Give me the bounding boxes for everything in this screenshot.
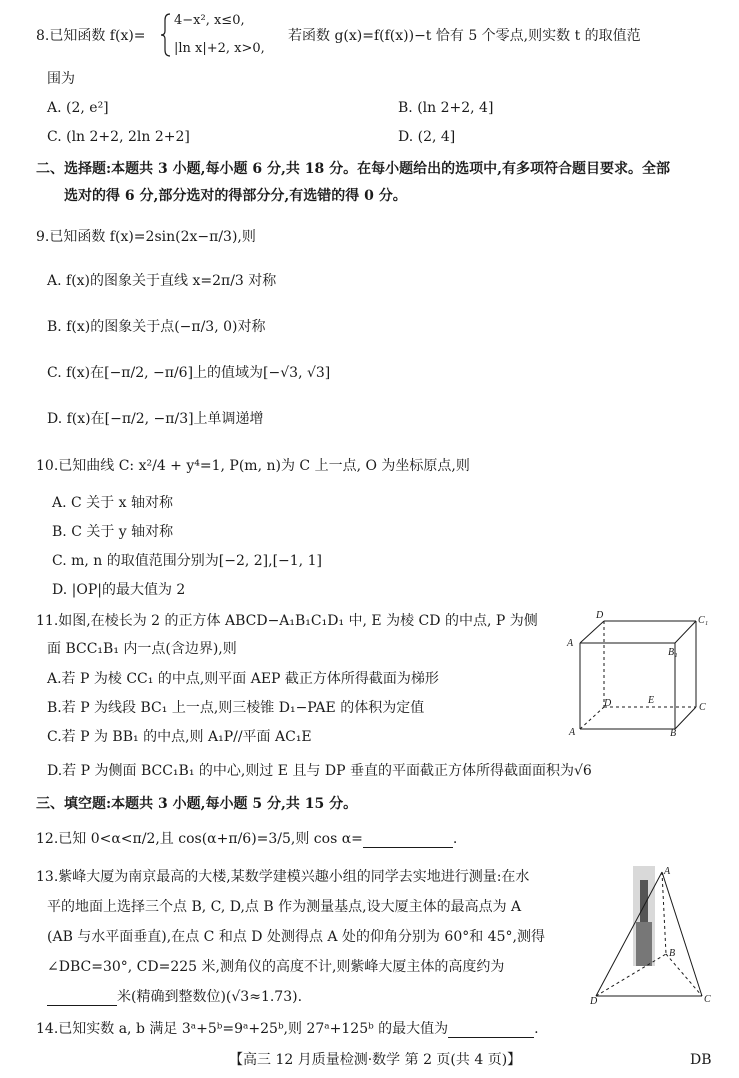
q13-line-2: 平的地面上选择三个点 B, C, D,点 B 作为测量基点,设大厦主体的最高点为 A (47, 899, 522, 915)
q13-line-1: 13.紫峰大厦为南京最高的大楼,某数学建模兴趣小组的同学去实地进行测量:在水 (36, 869, 530, 885)
q11-option-c: C.若 P 为 BB₁ 的中点,则 A₁P//平面 AC₁E (47, 729, 312, 745)
q8-stem-a: 8.已知函数 f(x)= (36, 28, 146, 44)
q8-piece-1: 4−x², x≤0, (174, 13, 245, 28)
footer-code: DB (690, 1052, 712, 1068)
q13-line-5-text: 米(精确到整数位)(√3≈1.73). (117, 989, 303, 1005)
q8-stem-c: 围为 (47, 71, 75, 87)
tower-label-a: A (664, 866, 671, 877)
q12-stem (36, 830, 457, 848)
cube-label-a1: A (567, 638, 574, 649)
cube-label-d: D (604, 698, 612, 709)
q10-option-a: A. C 关于 x 轴对称 (52, 495, 173, 511)
section2-line-1: 二、选择题:本题共 3 小题,每小题 6 分,共 18 分。在每小题给出的选项中,有多项符合题目要求。全部 (36, 161, 670, 177)
q13-line-5 (47, 988, 302, 1006)
q8-option-c: C. (ln 2+2, 2ln 2+2] (47, 129, 190, 145)
tower-label-d: D (590, 996, 598, 1007)
q9-option-c: C. f(x)在[−π/2, −π/6]上的值域为[−√3, √3] (47, 365, 331, 381)
q14-stem-b: . (534, 1021, 539, 1037)
cube-label-a: A (569, 727, 576, 738)
q14-answer-blank[interactable] (448, 1023, 534, 1038)
q14-stem (36, 1020, 539, 1038)
q11-option-b: B.若 P 为线段 BC₁ 上一点,则三棱锥 D₁−PAE 的体积为定值 (47, 700, 425, 716)
q8-option-b: B. (ln 2+2, 4] (398, 100, 494, 116)
section2-line-2: 选对的得 6 分,部分选对的得部分分,有选错的得 0 分。 (64, 188, 407, 204)
q8-brace (160, 12, 172, 58)
q9-option-b: B. f(x)的图象关于点(−π/3, 0)对称 (47, 319, 266, 335)
cube-figure (560, 605, 720, 740)
q12-answer-blank[interactable] (363, 833, 453, 848)
q8-option-a: A. (2, e²] (47, 100, 109, 116)
q8-option-d: D. (2, 4] (398, 129, 456, 145)
q10-option-c: C. m, n 的取值范围分别为[−2, 2],[−1, 1] (52, 553, 322, 569)
q14-stem-a: 14.已知实数 a, b 满足 3ᵃ+5ᵇ=9ᵃ+25ᵇ,则 27ᵃ+125ᵇ 的最大值为 (36, 1021, 449, 1037)
cube-label-e: E (648, 695, 655, 706)
q8-stem-b: 若函数 g(x)=f(f(x))−t 恰有 5 个零点,则实数 t 的取值范 (288, 28, 641, 44)
cube-label-b: B (670, 728, 677, 739)
q8-piece-2: |ln x|+2, x>0, (174, 41, 265, 56)
q9-option-d: D. f(x)在[−π/2, −π/3]上单调递增 (47, 411, 264, 427)
q13-answer-blank[interactable] (47, 991, 117, 1006)
q12-stem-a: 12.已知 0<α<π/2,且 cos(α+π/6)=3/5,则 cos α= (36, 831, 363, 847)
q10-option-b: B. C 关于 y 轴对称 (52, 524, 174, 540)
q9-option-a: A. f(x)的图象关于直线 x=2π/3 对称 (47, 273, 277, 289)
q13-line-4: ∠DBC=30°, CD=225 米,测角仪的高度不计,则紫峰大厦主体的高度约为 (47, 959, 505, 975)
cube-label-b1: B₁ (668, 647, 678, 658)
q11-option-a: A.若 P 为棱 CC₁ 的中点,则平面 AEP 截正方体所得截面为梯形 (47, 671, 439, 687)
q10-stem: 10.已知曲线 C: x²/4 + y⁴=1, P(m, n)为 C 上一点, O 为坐标原点,则 (36, 458, 470, 474)
q11-option-d: D.若 P 为侧面 BCC₁B₁ 的中心,则过 E 且与 DP 垂直的平面截正方体所得截面面积为√6 (47, 763, 592, 779)
cube-label-d1: D (596, 610, 604, 621)
footer-page-info: 【高三 12 月质量检测·数学 第 2 页(共 4 页)】 (229, 1052, 522, 1068)
q9-stem: 9.已知函数 f(x)=2sin(2x−π/3),则 (36, 229, 256, 245)
tower-figure (590, 862, 715, 1012)
q12-stem-b: . (452, 831, 458, 847)
section3-line-1: 三、填空题:本题共 3 小题,每小题 5 分,共 15 分。 (36, 796, 358, 812)
tower-label-b: B (669, 948, 676, 959)
tower-label-c: C (704, 994, 711, 1005)
q11-stem-1: 11.如图,在棱长为 2 的正方体 ABCD−A₁B₁C₁D₁ 中, E 为棱 CD 的中点, P 为侧 (36, 613, 538, 629)
q11-stem-2: 面 BCC₁B₁ 内一点(含边界),则 (47, 641, 237, 657)
cube-label-c: C (699, 702, 706, 713)
q13-line-3: (AB 与水平面垂直),在点 C 和点 D 处测得点 A 处的仰角分别为 60°和 45°,测得 (47, 929, 545, 945)
q10-option-d: D. |OP|的最大值为 2 (52, 582, 186, 598)
cube-label-c1: C₁ (698, 615, 709, 626)
